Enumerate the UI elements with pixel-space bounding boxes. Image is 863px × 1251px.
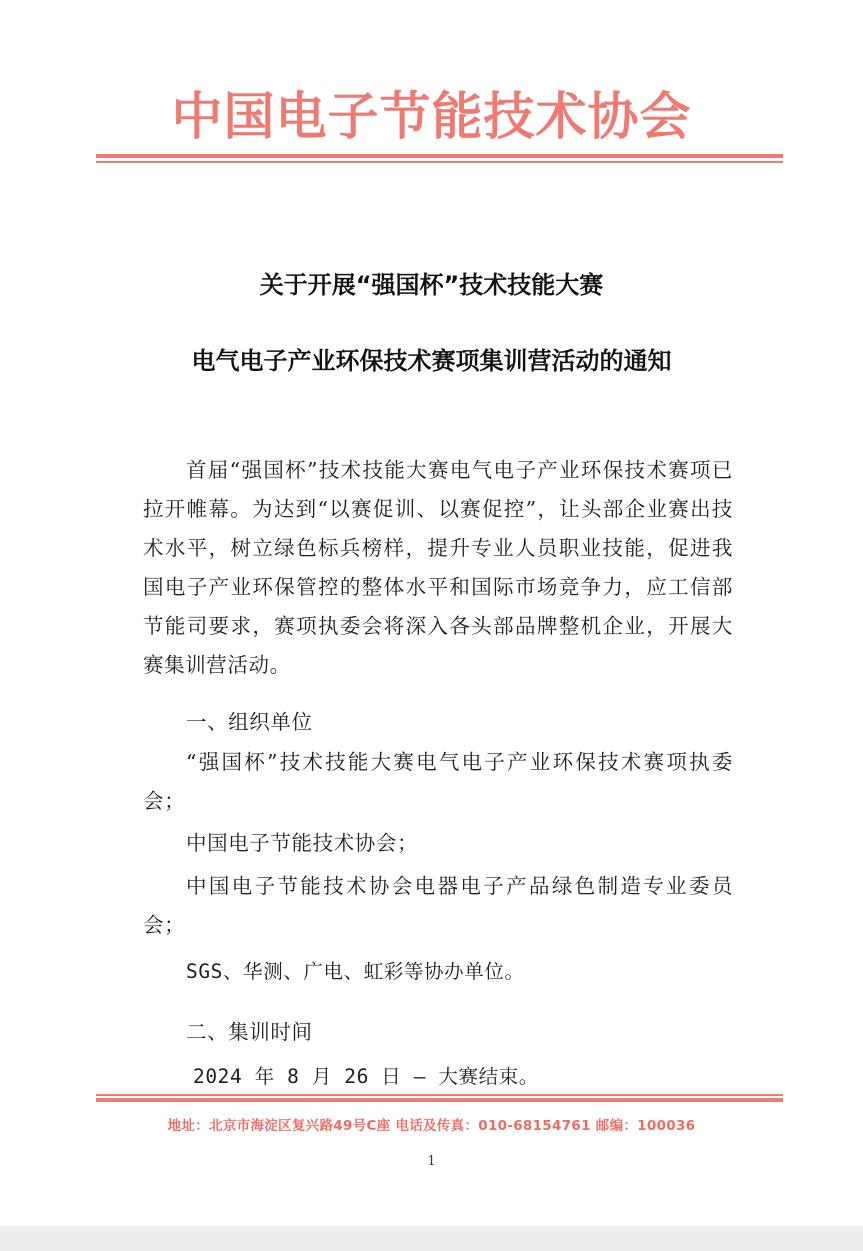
organizer-item: 中国电子节能技术协会电器电子产品绿色制造专业委员会； (143, 874, 733, 937)
organizer-item: 中国电子节能技术协会； (186, 831, 419, 855)
letterhead-rule-thick (96, 154, 783, 158)
section-heading-organizers: 一、组织单位 (186, 710, 313, 734)
section-heading-training-time: 二、集训时间 (186, 1020, 313, 1044)
document-title-line-1: 关于开展“强国杯”技术技能大赛 (259, 271, 604, 299)
organizer-item: “强国杯”技术技能大赛电气电子产业环保技术赛项执委会； (143, 750, 733, 813)
document-title-line-2: 电气电子产业环保技术赛项集训营活动的通知 (191, 347, 672, 375)
training-time-text: 2024 年 8 月 26 日 – 大赛结束。 (193, 1065, 539, 1088)
letterhead-org-name: 中国电子节能技术协会 (171, 88, 692, 147)
page-number: 1 (427, 1154, 436, 1169)
footer-rule-thin (96, 1094, 783, 1096)
intro-paragraph: 首届“强国杯”技术技能大赛电气电子产业环保技术赛项已拉开帷幕。为达到“以赛促训、以赛促控”，让头部企业赛出技术水平，树立绿色标兵榜样，提升专业人员职业技能，促进我国电子产业环保管控的整体水平和国际市场竞争力，应工信部节能司要求，赛项执委会将深入各头部品牌整机企业，开展大赛集训营活动。 (143, 458, 733, 677)
organizer-item: SGS、华测、广电、虹彩等协办单位。 (186, 960, 525, 983)
footer-address: 地址：北京市海淀区复兴路49号C座 电话及传真：010-68154761 邮编：100036 (167, 1118, 696, 1134)
scan-edge-shadow (0, 1226, 863, 1251)
footer-rule-thick (96, 1098, 783, 1102)
letterhead-rule-thin (96, 161, 783, 163)
